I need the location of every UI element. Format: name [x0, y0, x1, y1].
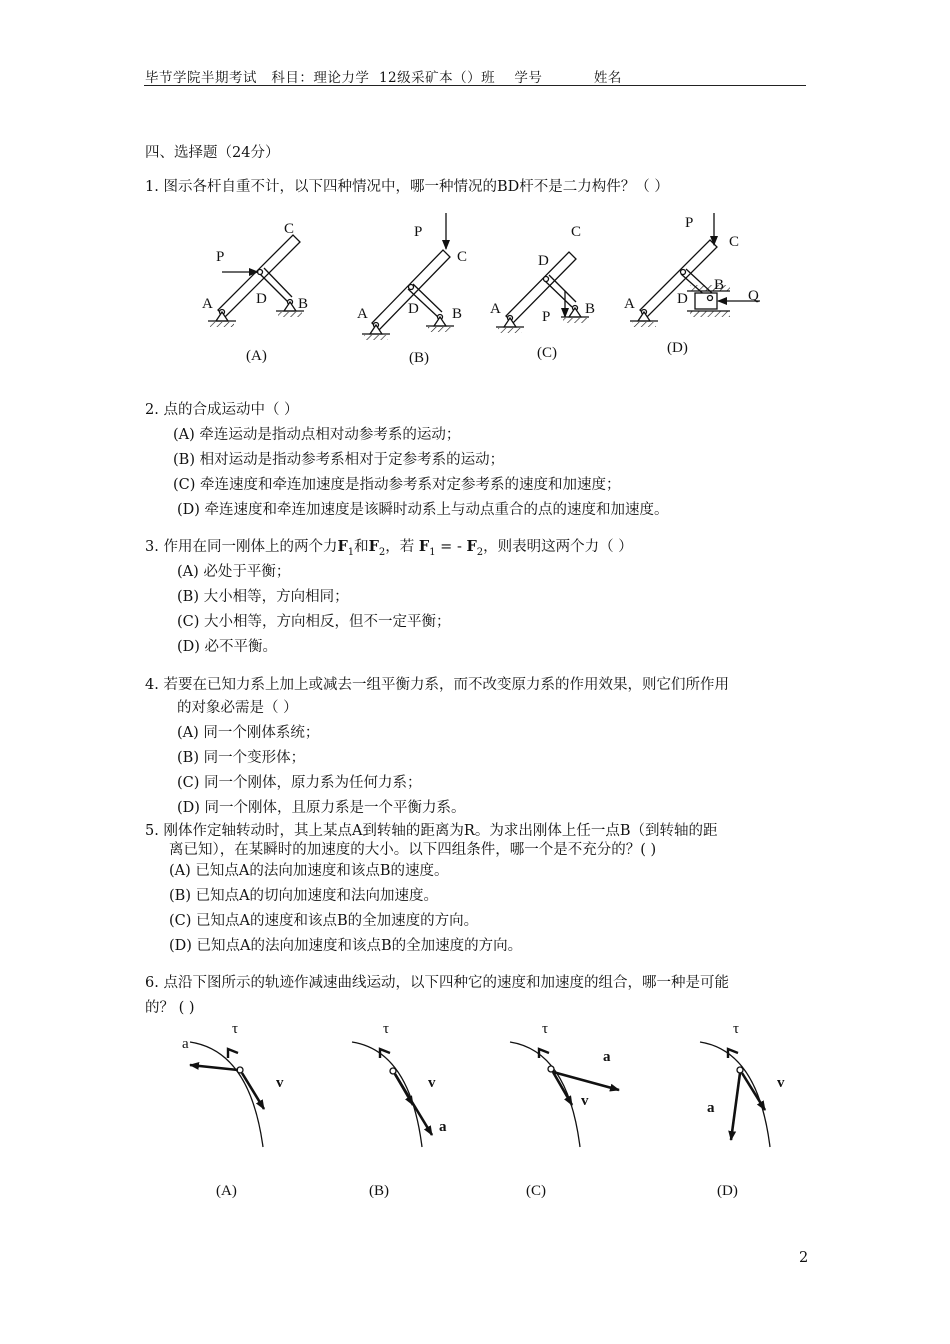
q3-stem — [145, 537, 633, 563]
q6b-label-v: v — [428, 1075, 436, 1091]
q1-figure-d — [630, 213, 760, 327]
q5-stem-line1: 5. 刚体作定轴转动时，其上某点A到转轴的距离为R。为求出刚体上任一点B（到转轴的距 — [145, 823, 718, 839]
q6-figure-d — [700, 1042, 770, 1147]
q6-figure-a — [190, 1042, 264, 1147]
q1a-label-c: C — [284, 221, 295, 237]
q6-stem-line2: 的？ ( ) — [145, 1000, 195, 1016]
q3-option-c: (C) 大小相等，方向相反，但不一定平衡； — [177, 614, 451, 630]
q1d-label-q: Q — [748, 288, 759, 304]
q4-option-c: (C) 同一个刚体，原力系为任何力系； — [177, 775, 422, 791]
header-name: 姓名 — [593, 70, 622, 86]
exam-header — [145, 66, 622, 86]
q1c-label-a: A — [490, 301, 501, 317]
q5-option-b: (B) 已知点A的切向加速度和法向加速度。 — [169, 888, 439, 904]
q1c-label-d: D — [538, 253, 549, 269]
q4-stem-line2: 的对象必需是（ ） — [177, 700, 298, 716]
q3-eq-f1: F — [418, 538, 430, 555]
header-subject: 科目：理论力学 — [271, 70, 370, 86]
header-student-no: 学号 — [514, 70, 543, 86]
q3-eq-f1-sub: 1 — [429, 546, 436, 558]
q1d-label-a: A — [624, 296, 635, 312]
q6b-tau: τ — [383, 1021, 390, 1037]
q2-option-c: (C) 牵连速度和牵连加速度是指动参考系对定参考系的速度和加速度； — [173, 477, 621, 493]
q1c-label-p: P — [542, 309, 551, 325]
q3-option-b: (B) 大小相等，方向相同； — [177, 589, 349, 605]
q1-figures — [190, 205, 790, 380]
q1d-label-b: B — [714, 277, 725, 293]
q1b-label-b: B — [452, 306, 463, 322]
q1-stem: 1. 图示各杆自重不计，以下四种情况中，哪一种情况的BD杆不是二力构件？（ ） — [145, 179, 669, 195]
q6b-label-a: a — [439, 1119, 447, 1135]
q6d-label-v: v — [777, 1075, 785, 1091]
q1c-label-b: B — [585, 301, 596, 317]
q3-and: 和 — [354, 539, 369, 555]
q3-eq-f2-sub: 2 — [476, 546, 484, 558]
q3-f1-sub: 1 — [347, 546, 355, 558]
q6a-tau: τ — [232, 1021, 239, 1037]
q4-stem-line1: 4. 若要在已知力系上加上或减去一组平衡力系，而不改变原力系的作用效果，则它们所作用 — [145, 677, 729, 693]
header-rule — [144, 85, 806, 86]
q1d-label-d: D — [677, 291, 688, 307]
q3-eq-f2: F — [466, 538, 477, 555]
section-title: 四、选择题（24分） — [145, 145, 280, 161]
q1a-label-b: B — [298, 296, 309, 312]
q1-figure-b — [362, 213, 454, 340]
q6-figure-b — [352, 1042, 432, 1147]
q1d-label-c: C — [729, 234, 740, 250]
q5-option-d: (D) 已知点A的法向加速度和该点B的全加速度的方向。 — [169, 938, 523, 954]
q1b-label-d: D — [408, 301, 419, 317]
q3-stem-post: ，则表明这两个力（ ） — [483, 539, 633, 555]
q5-option-a: (A) 已知点A的法向加速度和该点B的速度。 — [169, 863, 449, 879]
q4-option-b: (B) 同一个变形体； — [177, 750, 306, 766]
q6a-label-v: v — [276, 1075, 284, 1091]
q1b-label-p: P — [414, 224, 423, 240]
q3-option-d: (D) 必不平衡。 — [177, 639, 278, 655]
q6b-caption: (B) — [369, 1183, 389, 1199]
q5-stem-line2: 离已知），在某瞬时的加速度的大小。以下四组条件，哪一个是不充分的？( ) — [169, 842, 657, 858]
q2-option-d: (D) 牵连速度和牵连加速度是该瞬时动系上与动点重合的点的速度和加速度。 — [177, 502, 669, 518]
q3-f2-sub: 2 — [378, 546, 386, 558]
header-school: 毕节学院半期考试 — [145, 70, 257, 86]
q1b-caption: (B) — [409, 350, 429, 366]
q3-option-a: (A) 必处于平衡； — [177, 564, 291, 580]
q6-stem-line1: 6. 点沿下图所示的轨迹作减速曲线运动，以下四种它的速度和加速度的组合，哪一种是可能 — [145, 975, 729, 991]
q3-f1: F — [337, 538, 348, 555]
q1d-label-p: P — [685, 215, 694, 231]
q2-option-a: (A) 牵连运动是指动点相对动参考系的运动； — [173, 427, 461, 443]
q4-option-d: (D) 同一个刚体，且原力系是一个平衡力系。 — [177, 800, 466, 816]
q2-stem: 2. 点的合成运动中（ ） — [145, 402, 299, 418]
q6d-label-a: a — [707, 1100, 715, 1116]
q3-f2: F — [368, 538, 379, 555]
q6d-caption: (D) — [717, 1183, 738, 1199]
q6c-caption: (C) — [526, 1183, 546, 1199]
q1a-label-d: D — [256, 291, 267, 307]
q1b-label-a: A — [357, 306, 368, 322]
q2-option-b: (B) 相对运动是指动参考系相对于定参考系的运动； — [173, 452, 505, 468]
q6c-tau: τ — [542, 1021, 549, 1037]
q6a-label-a: a — [182, 1036, 189, 1052]
q3-eq: = - — [435, 539, 467, 555]
q1a-label-p: P — [216, 249, 225, 265]
q1a-label-a: A — [202, 296, 213, 312]
q3-stem-pre: 3. 作用在同一刚体上的两个力 — [145, 539, 338, 555]
q4-option-a: (A) 同一个刚体系统； — [177, 725, 320, 741]
q3-if: ，若 — [385, 539, 415, 555]
q6a-caption: (A) — [216, 1183, 237, 1199]
q1c-caption: (C) — [537, 345, 557, 361]
q1d-caption: (D) — [667, 340, 688, 356]
page-number: 2 — [799, 1250, 809, 1266]
q5-option-c: (C) 已知点A的速度和该点B的全加速度的方向。 — [169, 913, 479, 929]
q6c-label-a: a — [603, 1049, 611, 1065]
header-class: 12级采矿本（）班 — [378, 70, 496, 86]
q1b-label-c: C — [457, 249, 468, 265]
q6c-label-v: v — [581, 1093, 589, 1109]
q1a-caption: (A) — [246, 348, 267, 364]
q6d-tau: τ — [733, 1021, 740, 1037]
q1c-label-c: C — [571, 224, 582, 240]
q6-figures — [150, 1015, 800, 1205]
